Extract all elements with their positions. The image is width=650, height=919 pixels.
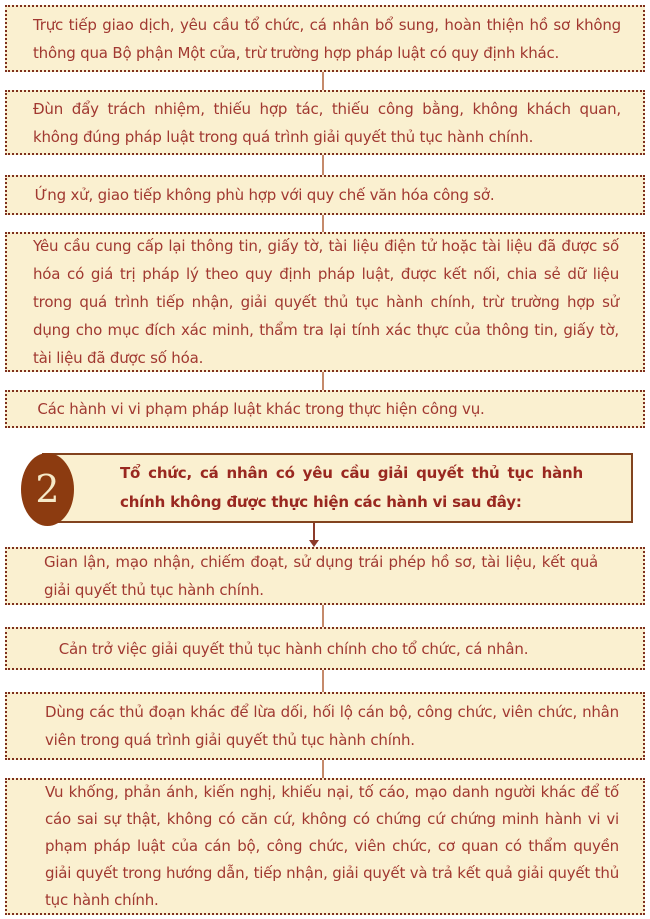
- connector-line: [322, 670, 324, 692]
- rule-box-obstruction: [5, 627, 645, 670]
- connector-line: [322, 72, 324, 90]
- rule-box-slander-false-accusation: [5, 778, 645, 915]
- rule-text: Yêu cầu cung cấp lại thông tin, giấy tờ, tài liệu điện tử hoặc tài liệu đã được số hóa có giá trị pháp lý theo quy định pháp luật, được kết nối, chia sẻ dữ liệu trong quá trình tiếp nhận, giải quyết thủ tục hành chính, trừ trường hợp sử dụng cho mục đích xác minh, thẩm tra lại tính xác thực của thông tin, giấy tờ, tài liệu đã được số hóa.: [33, 237, 619, 367]
- connector-line: [322, 760, 324, 778]
- rule-text: Dùng các thủ đoạn khác để lừa dối, hối lộ cán bộ, công chức, viên chức, nhân viên trong quá trình giải quyết thủ tục hành chính.: [45, 703, 619, 749]
- connector-line: [322, 605, 324, 627]
- section-2-title: Tổ chức, cá nhân có yêu cầu giải quyết thủ tục hành chính không được thực hiện các hành vi sau đây:: [120, 464, 583, 511]
- rule-text: Gian lận, mạo nhận, chiếm đoạt, sử dụng trái phép hồ sơ, tài liệu, kết quả giải quyết thủ tục hành chính.: [44, 553, 598, 599]
- rule-box-deception-bribery: [5, 692, 645, 760]
- rule-box-re-request-digitized-info: [5, 232, 645, 372]
- rule-text: Các hành vi vi phạm pháp luật khác trong thực hiện công vụ.: [37, 400, 485, 418]
- rule-box-shirking-responsibility: [5, 90, 645, 155]
- rule-text: Vu khống, phản ánh, kiến nghị, khiếu nại, tố cáo, mạo danh người khác để tố cáo sai sự thật, không có căn cứ, không có chứng cứ chứng minh hành vi vi phạm pháp luật của cán bộ, công chức, viên chức, cơ quan có thẩm quyền giải quyết trong hướng dẫn, tiếp nhận, giải quyết và trả kết quả giải quyết thủ tục hành chính.: [45, 783, 619, 909]
- connector-line: [322, 215, 324, 232]
- rule-box-improper-conduct: [5, 175, 645, 215]
- rule-text: Cản trở việc giải quyết thủ tục hành chính cho tổ chức, cá nhân.: [58, 639, 529, 658]
- rule-text: Trực tiếp giao dịch, yêu cầu tổ chức, cá nhân bổ sung, hoàn thiện hồ sơ không thông qua Bộ phận Một cửa, trừ trường hợp pháp luật có quy định khác.: [33, 15, 621, 62]
- section-number: 2: [35, 466, 60, 511]
- rule-box-other-violations: [5, 390, 645, 428]
- connector-line: [322, 155, 324, 175]
- rule-text: Đùn đẩy trách nhiệm, thiếu hợp tác, thiếu công bằng, không khách quan, không đúng pháp luật trong quá trình giải quyết thủ tục hành chính.: [33, 99, 621, 146]
- section-2-badge: [21, 453, 74, 526]
- arrow-down-icon: [309, 540, 319, 547]
- rule-box-direct-transaction: [5, 5, 645, 72]
- section-2-header: [42, 453, 633, 523]
- rule-box-fraud-misappropriation: [5, 547, 645, 605]
- rule-text: Ứng xử, giao tiếp không phù hợp với quy chế văn hóa công sở.: [34, 186, 495, 204]
- connector-line-dark: [313, 523, 315, 541]
- connector-line: [322, 372, 324, 390]
